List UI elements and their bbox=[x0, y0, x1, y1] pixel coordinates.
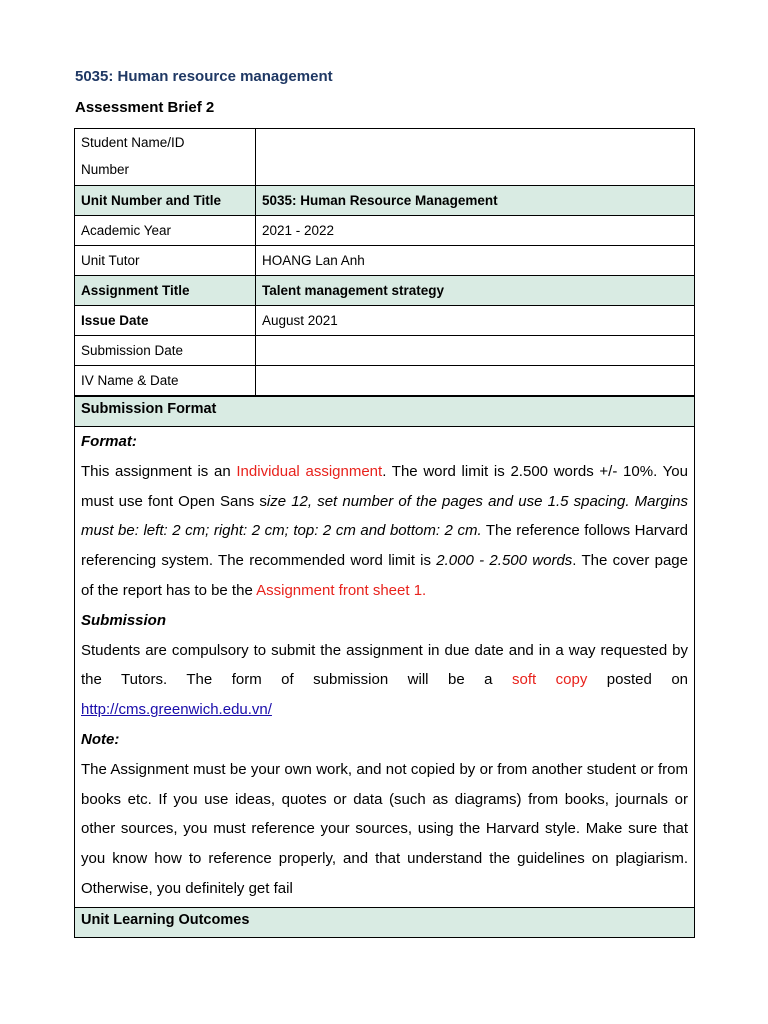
table-row bbox=[75, 186, 695, 216]
student-label-cell bbox=[75, 129, 256, 186]
submission-paragraph bbox=[81, 636, 688, 725]
issue-date-label: Issue Date bbox=[75, 306, 256, 336]
submission-date-value bbox=[256, 336, 695, 366]
note-paragraph: The Assignment must be your own work, and not copied by or from another student or from books etc. If you use ideas, quotes or data (such as diagrams) from books, journals or other sources, you must reference your sources, using the Harvard style. Make sure that you know how to reference properly, and that understand the guidelines on plagiarism. Otherwise, you definitely get fail bbox=[81, 760, 688, 897]
student-label-line2: Number bbox=[81, 162, 130, 177]
student-value-cell bbox=[256, 129, 695, 186]
format-label: Format: bbox=[81, 433, 137, 450]
soft-copy-highlight: soft copy bbox=[511, 671, 588, 689]
year-label: Academic Year bbox=[75, 216, 256, 246]
assignment-title-label: Assignment Title bbox=[75, 276, 256, 306]
table-row bbox=[75, 336, 695, 366]
table-row bbox=[75, 246, 695, 276]
individual-assignment-highlight: Individual assignment bbox=[236, 462, 383, 480]
submission-format-body bbox=[74, 427, 695, 908]
submission-text-2: posted on bbox=[587, 671, 689, 689]
format-paragraph bbox=[81, 457, 688, 606]
table-row bbox=[75, 306, 695, 336]
tutor-label: Unit Tutor bbox=[75, 246, 256, 276]
format-text-2: . The word limit is 2.500 words +/- 10%. You must use font Open Sans s bbox=[81, 462, 688, 510]
iv-name-label: IV Name & Date bbox=[75, 366, 256, 396]
student-label: Student Name/ID bbox=[81, 135, 185, 150]
table-row bbox=[75, 276, 695, 306]
table-row bbox=[75, 216, 695, 246]
table-row bbox=[75, 366, 695, 396]
iv-name-value bbox=[256, 366, 695, 396]
submission-text-1: Students are compulsory to submit the assignment in due date and in a way requested by the Tutors. The form of submission will be a bbox=[81, 641, 688, 689]
front-sheet-highlight: Assignment front sheet 1. bbox=[256, 581, 427, 599]
note-label: Note: bbox=[81, 730, 120, 748]
format-text-1: This assignment is an bbox=[81, 462, 237, 480]
tutor-value: HOANG Lan Anh bbox=[256, 246, 695, 276]
document-subtitle: Assessment Brief 2 bbox=[75, 99, 215, 116]
unit-label: Unit Number and Title bbox=[75, 186, 256, 216]
year-value: 2021 - 2022 bbox=[256, 216, 695, 246]
cms-link[interactable]: http://cms.greenwich.edu.vn/ bbox=[81, 701, 272, 719]
format-text-4: . The cover page of the report has to be the bbox=[81, 552, 688, 599]
format-italic-2: 2.000 - 2.500 words bbox=[436, 552, 573, 570]
document-title: 5035: Human resource management bbox=[75, 68, 333, 85]
format-italic-1: ize 12, set number of the pages and use 1.5 spacing. Margins must be: left: 2 cm; right: 2 cm; top: 2 cm and bottom: 2 cm. bbox=[81, 492, 688, 540]
format-text-3: The reference follows Harvard referencing system. The recommended word limit is bbox=[81, 522, 688, 570]
table-row bbox=[75, 129, 695, 186]
assignment-title-value: Talent management strategy bbox=[256, 276, 695, 306]
issue-date-value: August 2021 bbox=[256, 306, 695, 336]
assessment-info-table bbox=[74, 128, 695, 396]
unit-value: 5035: Human Resource Management bbox=[256, 186, 695, 216]
learning-outcomes-heading: Unit Learning Outcomes bbox=[74, 907, 695, 938]
submission-label: Submission bbox=[81, 611, 167, 629]
submission-date-label: Submission Date bbox=[75, 336, 256, 366]
submission-format-heading: Submission Format bbox=[74, 396, 695, 427]
